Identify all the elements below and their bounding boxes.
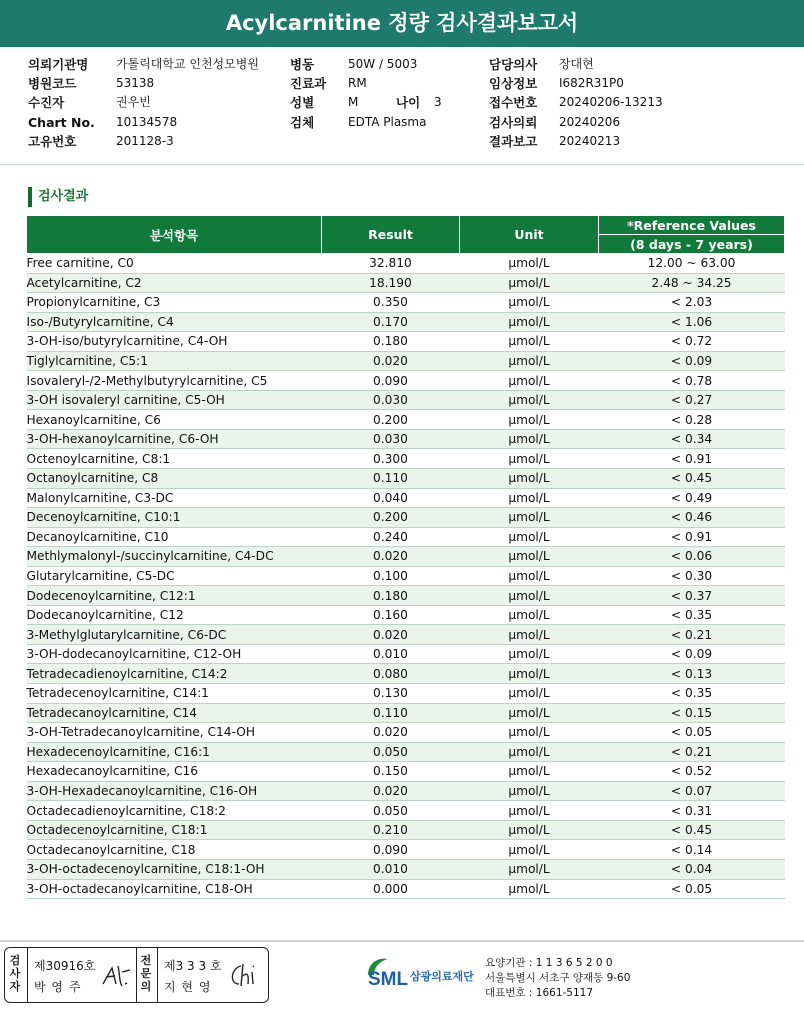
table-row	[27, 820, 785, 840]
analyte-cell: Octadecenoylcarnitine, C18:1	[27, 820, 322, 840]
result-cell: 0.130	[322, 684, 460, 704]
unit-cell: μmol/L	[460, 605, 599, 625]
result-cell: 0.350	[322, 293, 460, 313]
unit-cell: μmol/L	[460, 820, 599, 840]
analyte-cell: Hexadecenoylcarnitine, C16:1	[27, 742, 322, 762]
unit-cell: μmol/L	[460, 371, 599, 391]
unit-cell: μmol/L	[460, 293, 599, 313]
analyte-cell: 3-OH-iso/butyrylcarnitine, C4-OH	[27, 332, 322, 352]
info-label: 접수번호	[489, 95, 538, 111]
reference-cell: < 0.21	[599, 625, 785, 645]
specimen-label: 검체	[290, 114, 315, 130]
reference-cell: < 0.09	[599, 351, 785, 371]
reference-cell: < 0.09	[599, 644, 785, 664]
table-row	[27, 723, 785, 743]
unit-cell: μmol/L	[460, 703, 599, 723]
table-row	[27, 605, 785, 625]
unit-cell: μmol/L	[460, 332, 599, 352]
sig-separator	[157, 948, 158, 1002]
reference-cell: < 2.03	[599, 293, 785, 313]
tester-name: 박 영 주	[34, 980, 82, 994]
header-result: Result	[322, 216, 460, 254]
info-label: 결과보고	[489, 133, 538, 149]
reference-cell: < 0.52	[599, 762, 785, 782]
unit-cell: μmol/L	[460, 781, 599, 801]
analyte-cell: Tetradecadienoylcarnitine, C14:2	[27, 664, 322, 684]
reference-cell: 12.00 ~ 63.00	[599, 254, 785, 274]
analyte-cell: Hexadecanoylcarnitine, C16	[27, 762, 322, 782]
result-cell: 0.020	[322, 547, 460, 567]
reference-cell: < 0.31	[599, 801, 785, 821]
table-row	[27, 684, 785, 704]
table-row	[27, 371, 785, 391]
reference-cell: < 0.91	[599, 527, 785, 547]
unit-cell: μmol/L	[460, 684, 599, 704]
reference-cell: < 0.05	[599, 879, 785, 899]
result-cell: 0.240	[322, 527, 460, 547]
unit-cell: μmol/L	[460, 664, 599, 684]
analyte-cell: Decenoylcarnitine, C10:1	[27, 508, 322, 528]
analyte-cell: 3-OH-Hexadecanoylcarnitine, C16-OH	[27, 781, 322, 801]
reference-cell: < 0.30	[599, 566, 785, 586]
header-divider	[0, 164, 804, 165]
company-phone: 대표번호 : 1661-5117	[485, 987, 594, 999]
analyte-cell: Octanoylcarnitine, C8	[27, 469, 322, 489]
table-row	[27, 429, 785, 449]
analyte-cell: 3-OH-hexanoylcarnitine, C6-OH	[27, 429, 322, 449]
result-cell: 0.020	[322, 625, 460, 645]
table-row	[27, 879, 785, 899]
result-cell: 0.200	[322, 508, 460, 528]
info-label: 병원코드	[28, 76, 77, 92]
info-block-left	[28, 55, 259, 151]
reference-cell: < 0.72	[599, 332, 785, 352]
analyte-cell: Hexanoylcarnitine, C6	[27, 410, 322, 430]
unit-cell: μmol/L	[460, 859, 599, 879]
info-value: 가톨릭대학교 인천성모병원	[116, 57, 259, 71]
sex-label: 성별	[290, 95, 315, 111]
table-row	[27, 801, 785, 821]
reference-cell: < 0.45	[599, 820, 785, 840]
specialist-signature	[227, 960, 263, 990]
tester-number: 제30916호	[34, 959, 96, 973]
table-row	[27, 664, 785, 684]
analyte-cell: Isovaleryl-/2-Methylbutyrylcarnitine, C5	[27, 371, 322, 391]
signature-box	[4, 947, 269, 1003]
table-row	[27, 469, 785, 489]
reference-cell: < 0.78	[599, 371, 785, 391]
unit-cell: μmol/L	[460, 625, 599, 645]
table-row	[27, 293, 785, 313]
reference-cell: < 0.05	[599, 723, 785, 743]
table-row	[27, 742, 785, 762]
reference-cell: < 0.14	[599, 840, 785, 860]
result-cell: 0.090	[322, 840, 460, 860]
result-cell: 0.020	[322, 351, 460, 371]
table-row	[27, 840, 785, 860]
result-cell: 32.810	[322, 254, 460, 274]
sig-separator	[27, 948, 28, 1002]
table-row	[27, 351, 785, 371]
specialist-name: 지 현 영	[164, 980, 212, 994]
reference-cell: < 0.15	[599, 703, 785, 723]
company-name: 삼광의료재단	[410, 970, 474, 983]
reference-cell: < 0.34	[599, 429, 785, 449]
table-row	[27, 312, 785, 332]
ward-label: 병동	[290, 57, 315, 72]
analyte-cell: 3-OH-octadecanoylcarnitine, C18-OH	[27, 879, 322, 899]
table-row	[27, 488, 785, 508]
unit-cell: μmol/L	[460, 254, 599, 274]
result-cell: 0.080	[322, 664, 460, 684]
info-label: Chart No.	[28, 114, 95, 130]
info-value: 20240213	[559, 133, 621, 148]
table-row	[27, 762, 785, 782]
unit-cell: μmol/L	[460, 527, 599, 547]
sml-logo	[366, 955, 486, 995]
table-row	[27, 332, 785, 352]
header-ref-range: (8 days - 7 years)	[599, 235, 785, 254]
table-row	[27, 254, 785, 274]
unit-cell: μmol/L	[460, 644, 599, 664]
info-label: 수진자	[28, 95, 65, 111]
reference-cell: < 1.06	[599, 312, 785, 332]
result-cell: 0.090	[322, 371, 460, 391]
analyte-cell: Tetradecanoylcarnitine, C14	[27, 703, 322, 723]
result-cell: 18.190	[322, 273, 460, 293]
analyte-cell: Octenoylcarnitine, C8:1	[27, 449, 322, 469]
logo-text: SML	[368, 969, 409, 990]
reference-cell: < 0.46	[599, 508, 785, 528]
result-cell: 0.180	[322, 586, 460, 606]
result-cell: 0.170	[322, 312, 460, 332]
info-label: 담당의사	[489, 57, 538, 72]
analyte-cell: Dodecenoylcarnitine, C12:1	[27, 586, 322, 606]
care-code: 요양기관 : 1 1 3 6 5 2 0 0	[485, 957, 613, 969]
dept-label: 진료과	[290, 76, 327, 92]
table-row	[27, 586, 785, 606]
tester-tag: 검사자	[9, 954, 21, 993]
analyte-cell: 3-Methylglutarylcarnitine, C6-DC	[27, 625, 322, 645]
result-cell: 0.010	[322, 644, 460, 664]
result-cell: 0.110	[322, 703, 460, 723]
sig-separator	[136, 948, 137, 1002]
table-row	[27, 508, 785, 528]
result-cell: 0.040	[322, 488, 460, 508]
unit-cell: μmol/L	[460, 801, 599, 821]
section-title: 검사결과	[28, 187, 88, 207]
reference-cell: < 0.13	[599, 664, 785, 684]
result-cell: 0.030	[322, 390, 460, 410]
unit-cell: μmol/L	[460, 586, 599, 606]
unit-cell: μmol/L	[460, 742, 599, 762]
unit-cell: μmol/L	[460, 312, 599, 332]
table-row	[27, 625, 785, 645]
analyte-cell: Free carnitine, C0	[27, 254, 322, 274]
info-value: 장대현	[559, 57, 594, 71]
result-cell: 0.010	[322, 859, 460, 879]
sex-value: M	[348, 95, 359, 110]
unit-cell: μmol/L	[460, 762, 599, 782]
results-table	[26, 215, 785, 899]
result-cell: 0.050	[322, 801, 460, 821]
reference-cell: < 0.91	[599, 449, 785, 469]
tester-signature	[100, 962, 134, 990]
result-cell: 0.180	[322, 332, 460, 352]
report-title: Acylcarnitine 정량 검사결과보고서	[0, 0, 804, 47]
unit-cell: μmol/L	[460, 566, 599, 586]
unit-cell: μmol/L	[460, 449, 599, 469]
info-value: 20240206	[559, 114, 621, 129]
table-row	[27, 859, 785, 879]
analyte-cell: Propionylcarnitine, C3	[27, 293, 322, 313]
result-cell: 0.160	[322, 605, 460, 625]
unit-cell: μmol/L	[460, 429, 599, 449]
age-value: 3	[434, 95, 442, 110]
header-ref-title: *Reference Values	[599, 216, 785, 235]
analyte-cell: 3-OH-dodecanoylcarnitine, C12-OH	[27, 644, 322, 664]
reference-cell: < 0.28	[599, 410, 785, 430]
unit-cell: μmol/L	[460, 351, 599, 371]
info-value: 20240206-13213	[559, 95, 663, 110]
table-row	[27, 527, 785, 547]
reference-cell: < 0.49	[599, 488, 785, 508]
info-value: 10134578	[116, 114, 178, 129]
table-row	[27, 547, 785, 567]
company-address: 서울특별시 서초구 양재동 9-60	[485, 972, 631, 984]
reference-cell: < 0.35	[599, 605, 785, 625]
reference-cell: < 0.27	[599, 390, 785, 410]
table-row	[27, 644, 785, 664]
analyte-cell: Acetylcarnitine, C2	[27, 273, 322, 293]
result-cell: 0.150	[322, 762, 460, 782]
reference-cell: < 0.07	[599, 781, 785, 801]
info-value: 53138	[116, 76, 155, 91]
table-row	[27, 390, 785, 410]
unit-cell: μmol/L	[460, 273, 599, 293]
result-cell: 0.100	[322, 566, 460, 586]
analyte-cell: 3-OH-octadecenoylcarnitine, C18:1-OH	[27, 859, 322, 879]
result-cell: 0.050	[322, 742, 460, 762]
result-cell: 0.110	[322, 469, 460, 489]
reference-cell: < 0.37	[599, 586, 785, 606]
analyte-cell: Tiglylcarnitine, C5:1	[27, 351, 322, 371]
table-row	[27, 703, 785, 723]
header-unit: Unit	[460, 216, 599, 254]
reference-cell: < 0.45	[599, 469, 785, 489]
unit-cell: μmol/L	[460, 469, 599, 489]
analyte-cell: Methlymalonyl-/succinylcarnitine, C4-DC	[27, 547, 322, 567]
unit-cell: μmol/L	[460, 840, 599, 860]
table-row	[27, 566, 785, 586]
info-label: 검사의뢰	[489, 114, 538, 130]
specimen-value: EDTA Plasma	[348, 114, 427, 129]
analyte-cell: 3-OH-Tetradecanoylcarnitine, C14-OH	[27, 723, 322, 743]
result-cell: 0.030	[322, 429, 460, 449]
specialist-number: 제3 3 3 호	[164, 959, 222, 973]
footer-divider	[0, 940, 804, 942]
unit-cell: μmol/L	[460, 723, 599, 743]
unit-cell: μmol/L	[460, 879, 599, 899]
analyte-cell: Tetradecenoylcarnitine, C14:1	[27, 684, 322, 704]
info-value: 201128-3	[116, 133, 174, 148]
info-block-right	[489, 55, 663, 151]
info-label: 임상정보	[489, 76, 538, 92]
table-row	[27, 273, 785, 293]
dept-value: RM	[348, 76, 367, 91]
unit-cell: μmol/L	[460, 410, 599, 430]
reference-cell: 2.48 ~ 34.25	[599, 273, 785, 293]
ward-value: 50W / 5003	[348, 57, 418, 71]
unit-cell: μmol/L	[460, 488, 599, 508]
analyte-cell: Octadecanoylcarnitine, C18	[27, 840, 322, 860]
analyte-cell: Glutarylcarnitine, C5-DC	[27, 566, 322, 586]
info-value: 권우빈	[116, 95, 151, 110]
table-row	[27, 781, 785, 801]
result-cell: 0.200	[322, 410, 460, 430]
analyte-cell: Decanoylcarnitine, C10	[27, 527, 322, 547]
result-cell: 0.020	[322, 723, 460, 743]
result-cell: 0.000	[322, 879, 460, 899]
table-row	[27, 449, 785, 469]
table-row	[27, 410, 785, 430]
analyte-cell: 3-OH isovaleryl carnitine, C5-OH	[27, 390, 322, 410]
result-cell: 0.020	[322, 781, 460, 801]
info-value: I682R31P0	[559, 76, 624, 91]
reference-cell: < 0.06	[599, 547, 785, 567]
analyte-cell: Dodecanoylcarnitine, C12	[27, 605, 322, 625]
analyte-cell: Iso-/Butyrylcarnitine, C4	[27, 312, 322, 332]
unit-cell: μmol/L	[460, 508, 599, 528]
specialist-tag: 전문의	[140, 954, 152, 993]
reference-cell: < 0.35	[599, 684, 785, 704]
reference-cell: < 0.21	[599, 742, 785, 762]
info-block-middle	[290, 55, 442, 132]
reference-cell: < 0.04	[599, 859, 785, 879]
info-label: 의뢰기관명	[28, 57, 89, 72]
header-analyte: 분석항목	[27, 216, 322, 254]
unit-cell: μmol/L	[460, 390, 599, 410]
age-label: 나이	[396, 95, 421, 111]
analyte-cell: Octadecadienoylcarnitine, C18:2	[27, 801, 322, 821]
result-cell: 0.300	[322, 449, 460, 469]
analyte-cell: Malonylcarnitine, C3-DC	[27, 488, 322, 508]
unit-cell: μmol/L	[460, 547, 599, 567]
company-info	[485, 956, 630, 1001]
result-cell: 0.210	[322, 820, 460, 840]
info-label: 고유번호	[28, 133, 77, 149]
